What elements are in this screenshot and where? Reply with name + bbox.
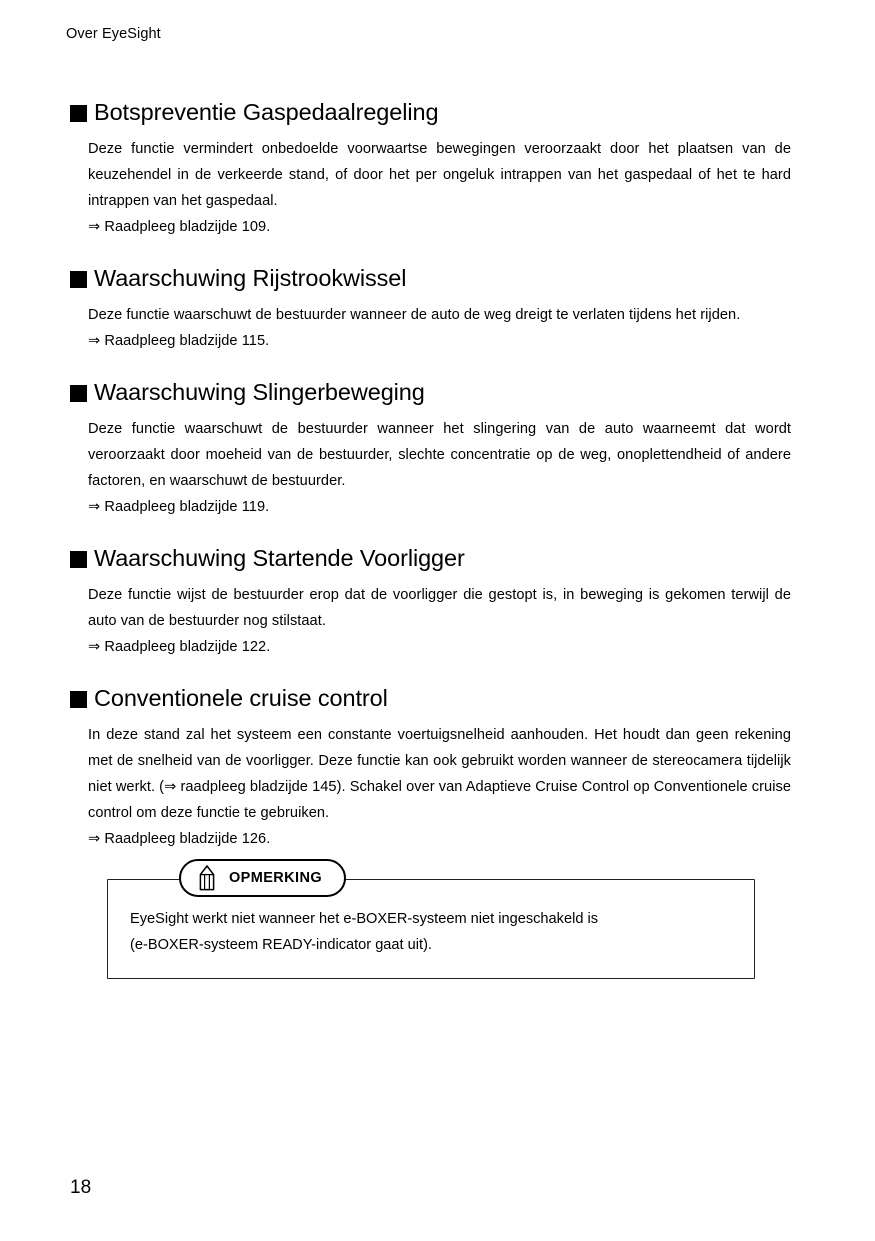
section-paragraph: Deze functie waarschuwt de bestuurder wanneer het slingering van de auto waarneemt dat wordt veroorzaakt door moeheid van de bestuurder, slechte concentratie op de weg, onoplettendheid of andere factoren, en waarschuwt de bestuurder. [88, 421, 791, 489]
section-heading [70, 264, 791, 292]
page-number: 18 [70, 1177, 92, 1198]
note-text-line-2: (e-BOXER-systeem READY-indicator gaat uit). [130, 937, 432, 953]
section-paragraph: Deze functie waarschuwt de bestuurder wanneer de auto de weg dreigt te verlaten tijdens het rijden. [88, 307, 741, 323]
section-reference: ⇒ Raadpleeg bladzijde 122. [88, 639, 271, 655]
square-bullet-icon [70, 551, 87, 568]
section-waarschuwing-slingerbeweging [70, 378, 791, 520]
section-reference: ⇒ Raadpleeg bladzijde 115. [88, 333, 270, 349]
section-waarschuwing-startende-voorligger [70, 544, 791, 660]
square-bullet-icon [70, 385, 87, 402]
section-paragraph: Deze functie vermindert onbedoelde voorwaartse bewegingen veroorzaakt door het plaatsen van de keuzehendel in de verkeerde stand, of door het per ongeluk intrappen van het gaspedaal of het te hard intrappen van het gaspedaal. [88, 141, 791, 209]
section-conventionele-cruise-control [70, 684, 791, 852]
note-text-line-1: EyeSight werkt niet wanneer het e-BOXER-systeem niet ingeschakeld is [130, 911, 599, 927]
section-paragraph: Deze functie wijst de bestuurder erop dat de voorligger die gestopt is, in beweging is gekomen terwijl de auto van de bestuurder nog stilstaat. [88, 587, 791, 629]
section-heading-label: Waarschuwing Rijstrookwissel [94, 265, 407, 291]
square-bullet-icon [70, 271, 87, 288]
square-bullet-icon [70, 691, 87, 708]
page-content [70, 98, 791, 979]
section-body [88, 302, 791, 354]
section-reference: ⇒ Raadpleeg bladzijde 119. [88, 499, 270, 515]
section-body [88, 582, 791, 660]
pencil-icon [199, 865, 215, 891]
section-body [88, 136, 791, 240]
section-reference: ⇒ Raadpleeg bladzijde 109. [88, 219, 271, 235]
section-body [88, 416, 791, 520]
section-botspreventie-gaspedaalregeling [70, 98, 791, 240]
section-heading [70, 544, 791, 572]
section-reference: ⇒ Raadpleeg bladzijde 126. [88, 831, 271, 847]
section-paragraph: In deze stand zal het systeem een constante voertuigsnelheid aanhouden. Het houdt dan geen rekening met de snelheid van de voorligger. Deze functie kan ook gebruikt worden wanneer de stereocamera tijdelijk niet werkt. (⇒ raadpleeg bladzijde 145). Schakel over van Adaptieve Cruise Control op Conventionele cruise control om deze functie te gebruiken. [88, 727, 792, 821]
note-badge [179, 859, 346, 897]
running-header: Over EyeSight [66, 26, 161, 42]
square-bullet-icon [70, 105, 87, 122]
note-callout [107, 869, 755, 979]
section-heading [70, 684, 791, 712]
section-heading-label: Conventionele cruise control [94, 685, 388, 711]
note-badge-label: OPMERKING [229, 869, 323, 886]
section-heading-label: Waarschuwing Startende Voorligger [94, 545, 465, 571]
section-body [88, 722, 791, 852]
section-heading-label: Waarschuwing Slingerbeweging [94, 379, 425, 405]
section-waarschuwing-rijstrookwissel [70, 264, 791, 354]
section-heading-label: Botspreventie Gaspedaalregeling [94, 99, 439, 125]
section-heading [70, 98, 791, 126]
section-heading [70, 378, 791, 406]
